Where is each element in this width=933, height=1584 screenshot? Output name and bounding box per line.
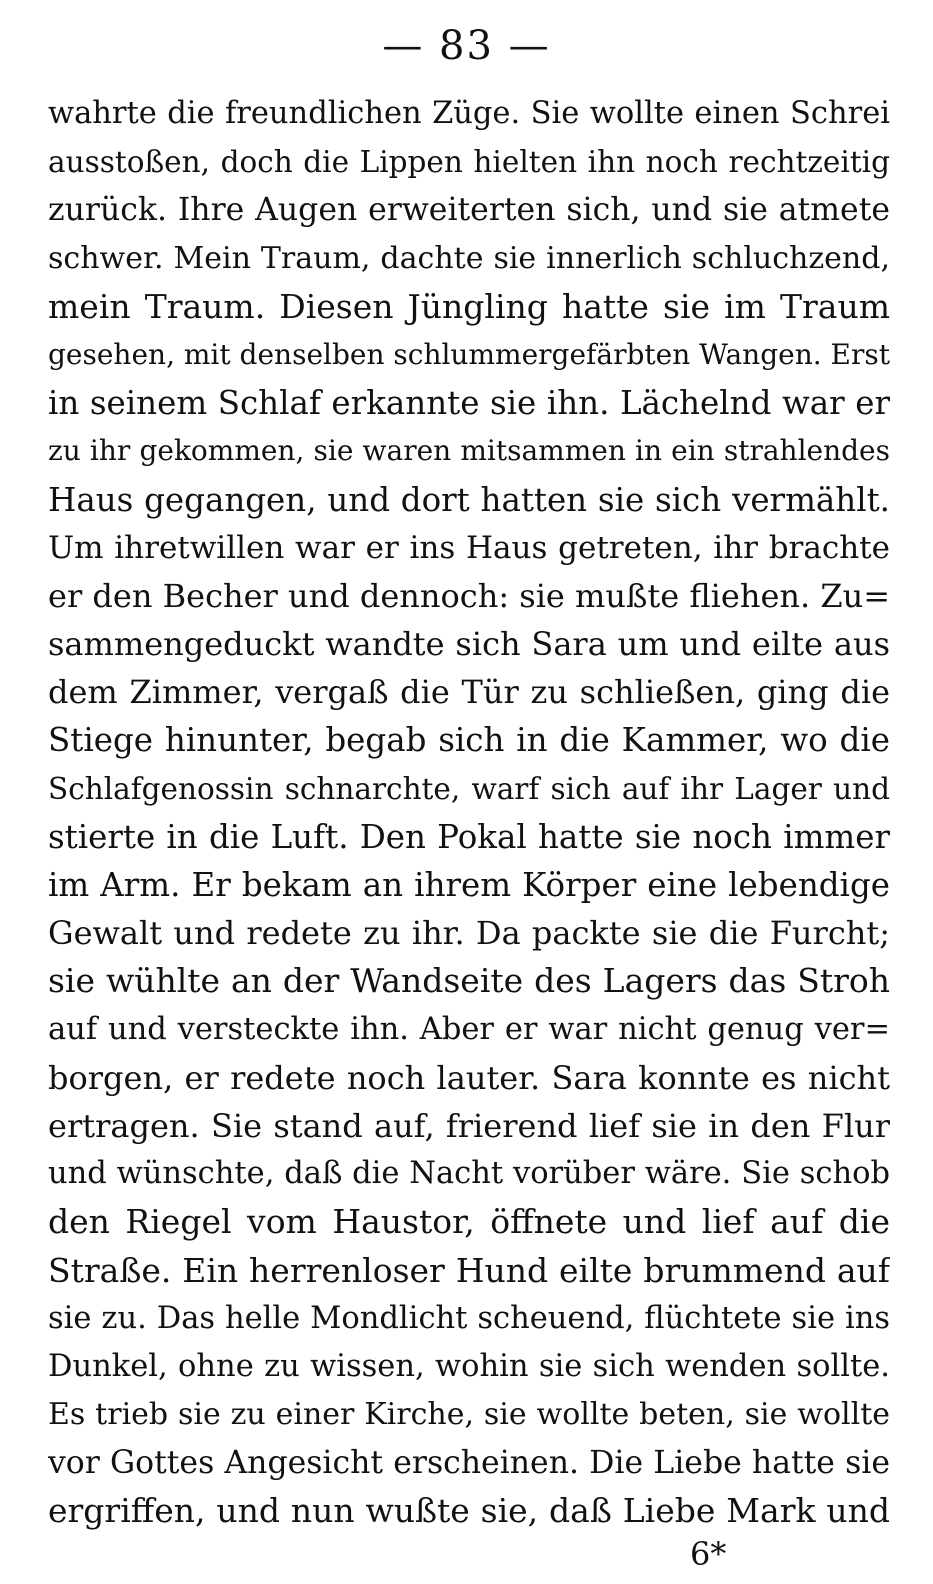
text-line: und wünschte, daß die Nacht vorüber wäre. Sie schob <box>48 1156 890 1192</box>
text-line: Dunkel, ohne zu wissen, wohin sie sich wenden sollte. <box>48 1348 890 1384</box>
text-line: zu ihr gekommen, sie waren mitsammen in ein strahlendes <box>48 434 890 468</box>
text-line: mein Traum. Diesen Jüngling hatte sie im Traum <box>48 286 890 326</box>
text-line: auf und versteckte ihn. Aber er war nicht genug ver= <box>48 1011 890 1047</box>
text-line: schwer. Mein Traum, dachte sie innerlich schluchzend, <box>48 240 890 276</box>
text-line: borgen, er redete noch lauter. Sara konnte es nicht <box>48 1058 890 1097</box>
text-line: er den Becher und dennoch: sie mußte fliehen. Zu= <box>48 576 890 615</box>
text-line: den Riegel vom Haustor, öffnete und lief auf die <box>48 1202 890 1242</box>
text-line: sie zu. Das helle Mondlicht scheuend, flüchtete sie ins <box>48 1300 890 1336</box>
signature-mark: 6* <box>690 1535 727 1573</box>
text-line: ergriffen, und nun wußte sie, daß Liebe Mark und <box>48 1491 890 1531</box>
text-line: stierte in die Luft. Den Pokal hatte sie noch immer <box>48 817 890 856</box>
text-line: ertragen. Sie stand auf, frierend lief sie in den Flur <box>48 1106 890 1145</box>
body-text <box>48 90 890 1536</box>
text-line: zurück. Ihre Augen erweiterten sich, und sie atmete <box>48 192 890 229</box>
text-line: sammengeduckt wandte sich Sara um und eilte aus <box>48 625 890 664</box>
text-line: Es trieb sie zu einer Kirche, sie wollte beten, sie wollte <box>48 1397 890 1433</box>
text-line: Straße. Ein herrenloser Hund eilte brummend auf <box>48 1250 890 1290</box>
page-number: — 83 — <box>382 23 551 69</box>
text-line: vor Gottes Angesicht erscheinen. Die Liebe hatte sie <box>48 1445 890 1482</box>
text-line: wahrte die freundlichen Züge. Sie wollte einen Schrei <box>48 96 890 131</box>
text-line: Stiege hinunter, begab sich in die Kammer, wo die <box>48 721 890 760</box>
text-line: dem Zimmer, vergaß die Tür zu schließen, ging die <box>48 673 890 712</box>
text-line: sie wühlte an der Wandseite des Lagers das Stroh <box>48 961 890 1001</box>
text-line: ausstoßen, doch die Lippen hielten ihn noch rechtzeitig <box>48 145 890 180</box>
text-line: in seinem Schlaf erkannte sie ihn. Lächelnd war er <box>48 384 890 423</box>
text-line: Haus gegangen, und dort hatten sie sich vermählt. <box>48 480 890 519</box>
text-line: gesehen, mit denselben schlummergefärbten Wangen. Erst <box>48 337 890 371</box>
text-line: Schlafgenossin schnarchte, warf sich auf ihr Lager und <box>48 771 890 806</box>
text-line: im Arm. Er bekam an ihrem Körper eine lebendige <box>48 866 890 904</box>
text-line: Gewalt und redete zu ihr. Da packte sie die Furcht; <box>48 914 890 953</box>
text-line: Um ihretwillen war er ins Haus getreten, ihr brachte <box>48 529 890 566</box>
